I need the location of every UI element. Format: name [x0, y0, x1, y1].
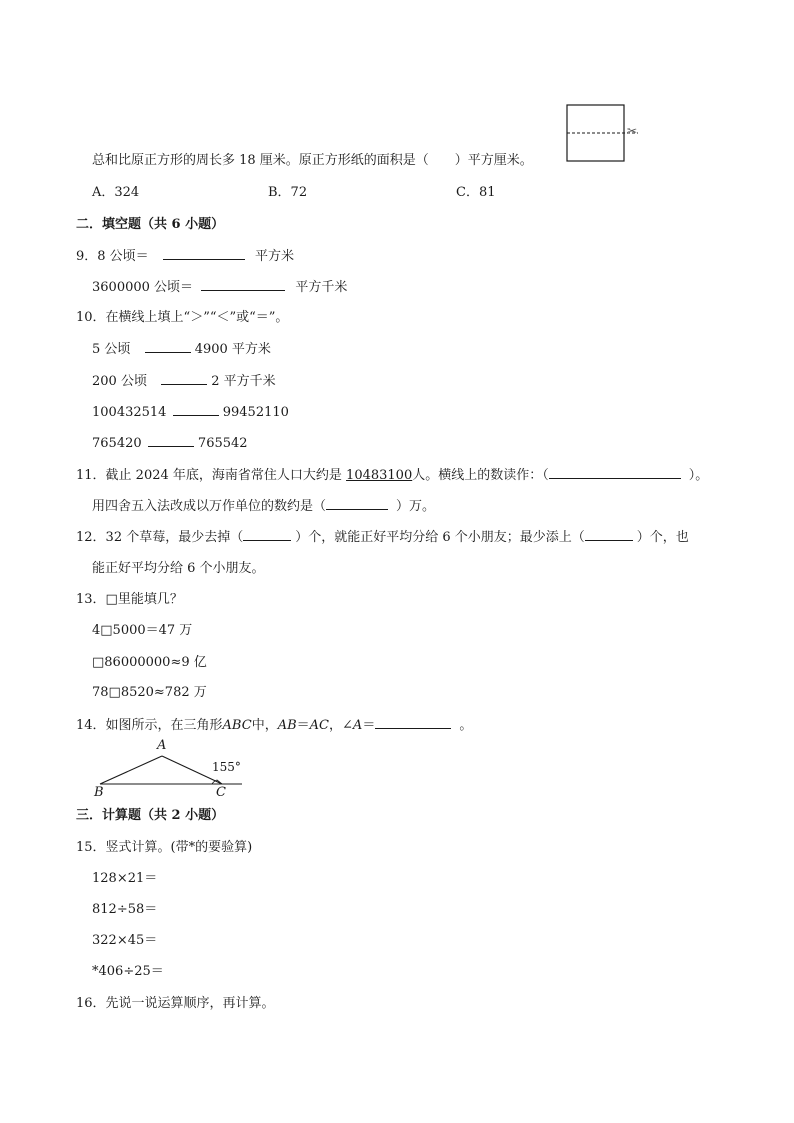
- q9-line1: [76, 247, 294, 266]
- triangle-figure: [90, 738, 250, 802]
- q11-part1: 11．截止 2024 年底，海南省常住人口大约是: [76, 468, 342, 483]
- compare-left: 200 公顷: [92, 374, 147, 389]
- q14-part: 14．如图所示，在三角形: [76, 718, 223, 733]
- vertex-label-a: A: [157, 738, 167, 753]
- q13-row: □86000000≈9 亿: [92, 655, 207, 670]
- q15-row: 812÷58＝: [92, 902, 158, 917]
- answer-blank[interactable]: [173, 403, 219, 416]
- q9-number: 9．: [76, 249, 98, 264]
- answer-blank[interactable]: [163, 247, 245, 260]
- q8-text: 总和比原正方形的周长多 18 厘米。原正方形纸的面积是（ ）平方厘米。: [92, 153, 533, 168]
- q10-row: [92, 434, 248, 453]
- q9-unit-1: 平方米: [254, 249, 294, 264]
- compare-right: 2 平方千米: [211, 374, 276, 389]
- q15-row: 128×21＝: [92, 871, 158, 886]
- scissors-icon: ✂: [627, 124, 638, 138]
- compare-right: 4900 平方米: [194, 342, 271, 357]
- answer-blank[interactable]: [145, 340, 191, 353]
- compare-right: 99452110: [222, 405, 289, 420]
- q14-angle-a: A: [352, 718, 363, 733]
- answer-blank[interactable]: [375, 716, 451, 729]
- q15-row: *406÷25＝: [92, 964, 164, 979]
- q14-part: 中，: [251, 718, 278, 733]
- q15-prompt: 15．竖式计算。(带*的要验算): [76, 840, 253, 855]
- q12-a: 12．32 个草莓，最少去掉（: [76, 530, 244, 545]
- vertex-label-b: B: [94, 785, 104, 800]
- q12-line1: [76, 528, 689, 547]
- q11-line1: [76, 466, 708, 485]
- section-title: 三．计算题（共 2 小题）: [76, 808, 225, 823]
- q14-text: [76, 716, 472, 735]
- q11-part3: ）。: [688, 468, 709, 483]
- q10-row: [92, 340, 271, 359]
- q8-figure: [566, 104, 646, 164]
- q15-row: 322×45＝: [92, 933, 158, 948]
- q11-line2: [92, 497, 435, 516]
- answer-blank[interactable]: [326, 497, 388, 510]
- q13-row: 4□5000＝47 万: [92, 623, 193, 638]
- q12-line2: 能正好平均分给 6 个小朋友。: [92, 561, 265, 576]
- vertex-label-c: C: [216, 785, 226, 800]
- q12-b: ）个，就能正好平均分给 6 个小朋友；最少添上（: [295, 530, 585, 545]
- q11-number: 10483100: [346, 468, 413, 483]
- q14-part: 。: [459, 718, 473, 733]
- q16-prompt: 16．先说一说运算顺序，再计算。: [76, 996, 275, 1011]
- q8-option-a: A．324: [92, 185, 140, 200]
- q14-part: ＝: [296, 718, 310, 733]
- angle-label: 155°: [212, 760, 241, 774]
- q8-option-b: B．72: [268, 185, 308, 200]
- answer-blank[interactable]: [148, 434, 194, 447]
- compare-right: 765542: [197, 436, 248, 451]
- q10-row: [92, 403, 289, 422]
- q8-option-c: C．81: [456, 185, 496, 200]
- answer-blank[interactable]: [201, 278, 285, 291]
- q13-row: 78□8520≈782 万: [92, 685, 207, 700]
- compare-left: 765420: [92, 436, 142, 451]
- q9-unit-2: 平方千米: [295, 280, 348, 295]
- answer-blank[interactable]: [161, 372, 207, 385]
- q14-abc: ABC: [222, 718, 252, 733]
- q13-prompt: 13．□里能填几？: [76, 592, 183, 607]
- q14-ab: AB: [277, 718, 297, 733]
- q11-line2-a: 用四舍五入法改成以万作单位的数约是（: [92, 499, 327, 514]
- q11-part2: 人。横线上的数读作：（: [412, 468, 549, 483]
- q12-c: ）个，也: [636, 530, 689, 545]
- q14-ac: AC: [309, 718, 330, 733]
- q9-left-2: 3600000 公顷＝: [92, 280, 194, 295]
- answer-blank[interactable]: [585, 528, 633, 541]
- answer-blank[interactable]: [243, 528, 291, 541]
- compare-left: 100432514: [92, 405, 167, 420]
- q9-left-1: 8 公顷＝: [97, 249, 149, 264]
- compare-left: 5 公顷: [92, 342, 131, 357]
- section-title: 二．填空题（共 6 小题）: [76, 217, 225, 232]
- q14-part: ＝: [362, 718, 376, 733]
- q14-part: ，∠: [329, 718, 353, 733]
- q10-row: [92, 372, 276, 391]
- q11-line2-b: ）万。: [396, 499, 436, 514]
- answer-blank[interactable]: [549, 466, 681, 479]
- q10-prompt: 10．在横线上填上“＞”“＜”或“＝”。: [76, 310, 289, 325]
- q9-line2: [92, 278, 347, 297]
